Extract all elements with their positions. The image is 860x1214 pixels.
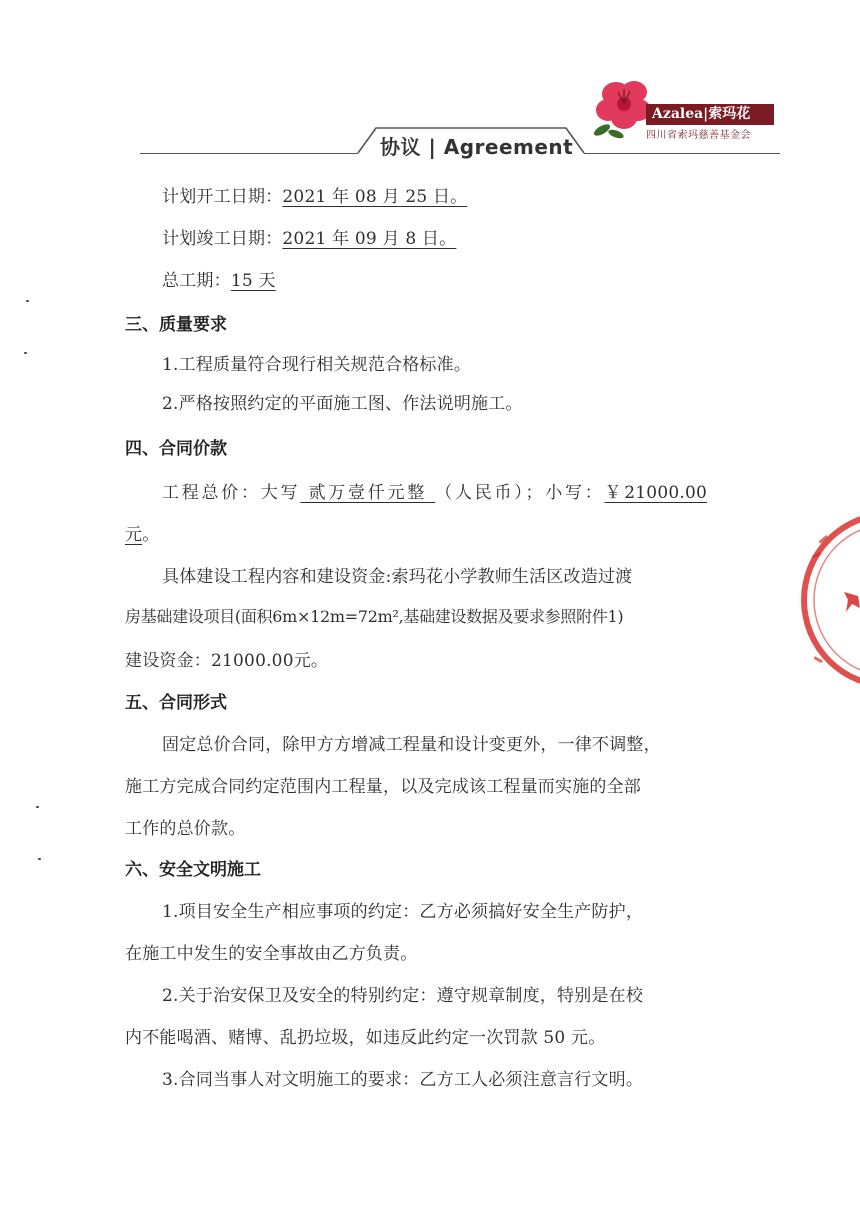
price-line <box>162 478 707 503</box>
price-end: 。 <box>142 525 160 545</box>
safety-item-2-line-2: 内不能喝酒、赌博、乱扔垃圾，如违反此约定一次罚款 50 元。 <box>125 1028 606 1048</box>
safety-item-2-line-1: 2.关于治安保卫及安全的特别约定：遵守规章制度，特别是在校 <box>162 986 644 1006</box>
price-prefix: 工程总价：大写 <box>162 483 301 503</box>
section-heading-price: 四、合同价款 <box>125 439 227 459</box>
logo-subtitle: 四川省索玛慈善基金会 <box>646 130 751 141</box>
official-seal-stamp <box>800 508 860 688</box>
price-unit: 元 <box>125 525 143 545</box>
form-line-3: 工作的总价款。 <box>125 819 246 839</box>
section-heading-quality: 三、质量要求 <box>125 315 227 335</box>
form-line-2: 施工方完成合同约定范围内工程量，以及完成该工程量而实施的全部 <box>125 777 641 797</box>
price-upper: 贰万壹仟元整 <box>300 483 436 503</box>
section-heading-form: 五、合同形式 <box>125 693 227 713</box>
duration-label: 总工期： <box>162 271 231 291</box>
price-middle: （人民币）；小写： <box>435 483 605 503</box>
header-rule-right <box>584 153 780 154</box>
quality-item-2: 2.严格按照约定的平面施工图、作法说明施工。 <box>162 394 523 414</box>
safety-item-1-line-2: 在施工中发生的安全事故由乙方负责。 <box>125 944 418 964</box>
foundation-logo <box>594 78 784 140</box>
detail-line-3: 建设资金：21000.00元。 <box>125 651 329 671</box>
safety-item-3-line-1: 3.合同当事人对文明施工的要求：乙方工人必须注意言行文明。 <box>162 1070 644 1090</box>
header-rule-left <box>140 153 358 154</box>
scan-speck <box>36 806 39 808</box>
duration-value: 15 天 <box>230 271 276 291</box>
start-value: 2021 年 08 月 25 日。 <box>282 187 468 207</box>
start-label: 计划开工日期： <box>162 187 283 207</box>
quality-item-1: 1.工程质量符合现行相关规范合格标准。 <box>162 355 472 375</box>
price-lower: ￥21000.00 <box>604 483 707 503</box>
section-heading-safety: 六、安全文明施工 <box>125 860 261 880</box>
schedule-duration <box>162 266 276 291</box>
end-label: 计划竣工日期： <box>162 229 283 249</box>
schedule-end <box>162 224 456 249</box>
scan-speck <box>24 352 27 354</box>
end-value: 2021 年 09 月 8 日。 <box>282 229 457 249</box>
detail-line-2: 房基础建设项目(面积6m×12m=72m²,基础建设数据及要求参照附件1) <box>125 607 624 626</box>
detail-line-1: 具体建设工程内容和建设资金:索玛花小学教师生活区改造过渡 <box>162 567 633 587</box>
header-title: 协议 | Agreement <box>380 135 574 159</box>
scan-speck <box>26 300 29 302</box>
price-unit-line <box>125 520 159 545</box>
form-line-1: 固定总价合同，除甲方方增减工程量和设计变更外，一律不调整， <box>162 735 661 755</box>
scan-speck <box>38 858 41 860</box>
safety-item-1-line-1: 1.项目安全生产相应事项的约定：乙方必须搞好安全生产防护， <box>162 902 644 922</box>
logo-wordmark: Azalea|索玛花 <box>646 104 774 125</box>
schedule-start <box>162 182 467 207</box>
